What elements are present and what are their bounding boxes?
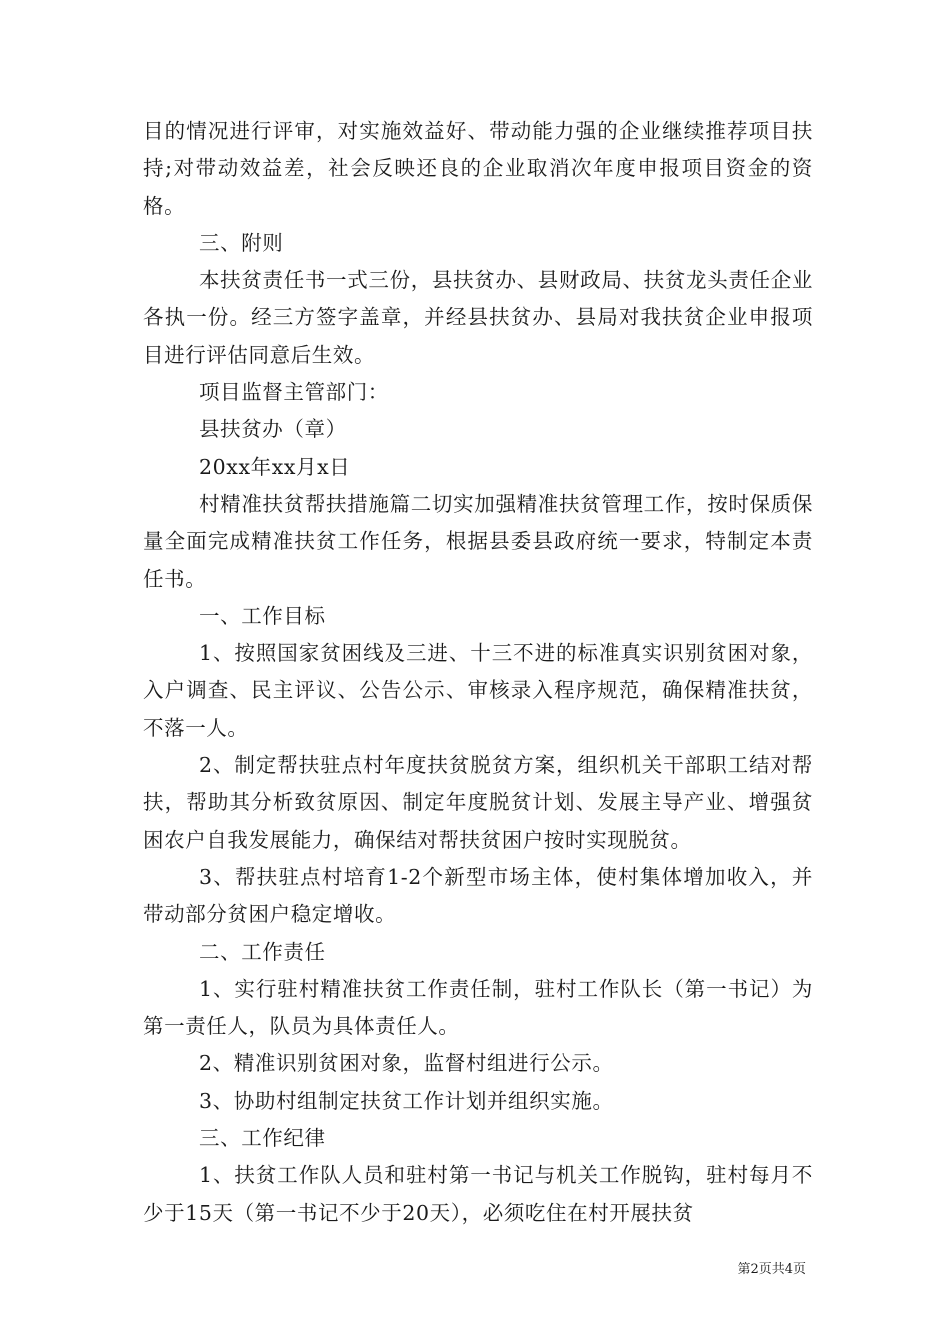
- section-heading: 三、附则: [199, 230, 284, 255]
- paragraph: 村精准扶贫帮扶措施篇二切实加强精准扶贫管理工作，按时保质保量全面完成精准扶贫工作任务，根据县委县政府统一要求，特制定本责任书。: [143, 491, 813, 591]
- signature-org: 县扶贫办（章）: [199, 417, 347, 442]
- paragraph: 目的情况进行评审，对实施效益好、带动能力强的企业继续推荐项目扶持;对带动效益差，社会反映还良的企业取消次年度申报项目资金的资格。: [143, 119, 813, 218]
- list-item: 3、协助村组制定扶贫工作计划并组织实施。: [199, 1088, 614, 1113]
- list-item: 2、精准识别贫困对象，监督村组进行公示。: [199, 1051, 614, 1076]
- page-number: 第2页共4页: [737, 1262, 806, 1277]
- paragraph: 本扶贫责任书一式三份，县扶贫办、县财政局、扶贫龙头责任企业各执一份。经三方签字盖章，并经县扶贫办、县局对我扶贫企业申报项目进行评估同意后生效。: [143, 268, 813, 367]
- section-heading: 一、工作目标: [199, 603, 326, 628]
- list-item: 1、实行驻村精准扶贫工作责任制，驻村工作队长（第一书记）为第一责任人，队员为具体责任人。: [143, 976, 813, 1039]
- signature-date: 20xx年xx月x日: [199, 454, 351, 479]
- list-item: 3、帮扶驻点村培育1-2个新型市场主体，使村集体增加收入，并带动部分贫困户稳定增收。: [143, 864, 813, 927]
- section-heading: 二、工作责任: [199, 939, 326, 964]
- document-body: [143, 113, 813, 1232]
- signature-label: 项目监督主管部门：: [199, 380, 389, 405]
- list-item: 1、按照国家贫困线及三进、十三不进的标准真实识别贫困对象，入户调查、民主评议、公告公示、审核录入程序规范，确保精准扶贫，不落一人。: [143, 641, 813, 740]
- list-item: 2、制定帮扶驻点村年度扶贫脱贫方案，组织机关干部职工结对帮扶，帮助其分析致贫原因、制定年度脱贫计划、发展主导产业、增强贫困农户自我发展能力，确保结对帮扶贫困户按时实现脱贫。: [143, 753, 813, 852]
- list-item: 1、扶贫工作队人员和驻村第一书记与机关工作脱钩，驻村每月不少于15天（第一书记不少于20天），必须吃住在村开展扶贫: [143, 1163, 813, 1225]
- section-heading: 三、工作纪律: [199, 1126, 326, 1151]
